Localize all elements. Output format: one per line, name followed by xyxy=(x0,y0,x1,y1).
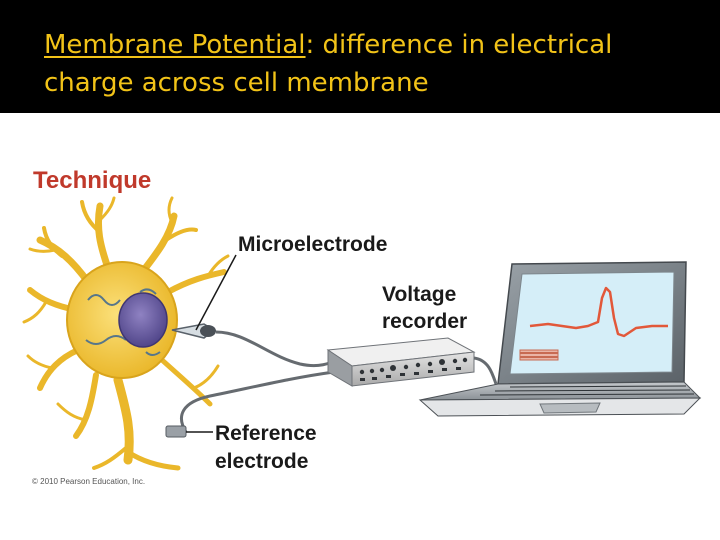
membrane-potential-technique-figure xyxy=(0,113,720,540)
microelectrode-icon xyxy=(172,324,340,366)
reference-electrode-label-line2: electrode xyxy=(215,450,309,473)
copyright-notice: © 2010 Pearson Education, Inc. xyxy=(32,477,146,486)
microelectrode-label: Microelectrode xyxy=(238,233,388,256)
recorder-laptop-cable xyxy=(474,358,496,384)
title-term: Membrane Potential xyxy=(44,30,306,60)
voltage-recorder-device xyxy=(328,338,474,386)
screen-bar xyxy=(520,350,558,360)
title-bar xyxy=(0,0,720,113)
voltage-recorder-label-line2: recorder xyxy=(382,310,468,333)
title-definition: : difference in electrical charge across cell membrane xyxy=(44,30,613,98)
nucleus-icon xyxy=(119,293,167,347)
laptop-icon xyxy=(420,262,700,416)
slide-title xyxy=(44,26,694,102)
voltage-recorder-label-line1: Voltage xyxy=(382,283,457,306)
reference-electrode-label-line1: Reference xyxy=(215,422,317,445)
figure-heading: Technique xyxy=(33,167,152,194)
